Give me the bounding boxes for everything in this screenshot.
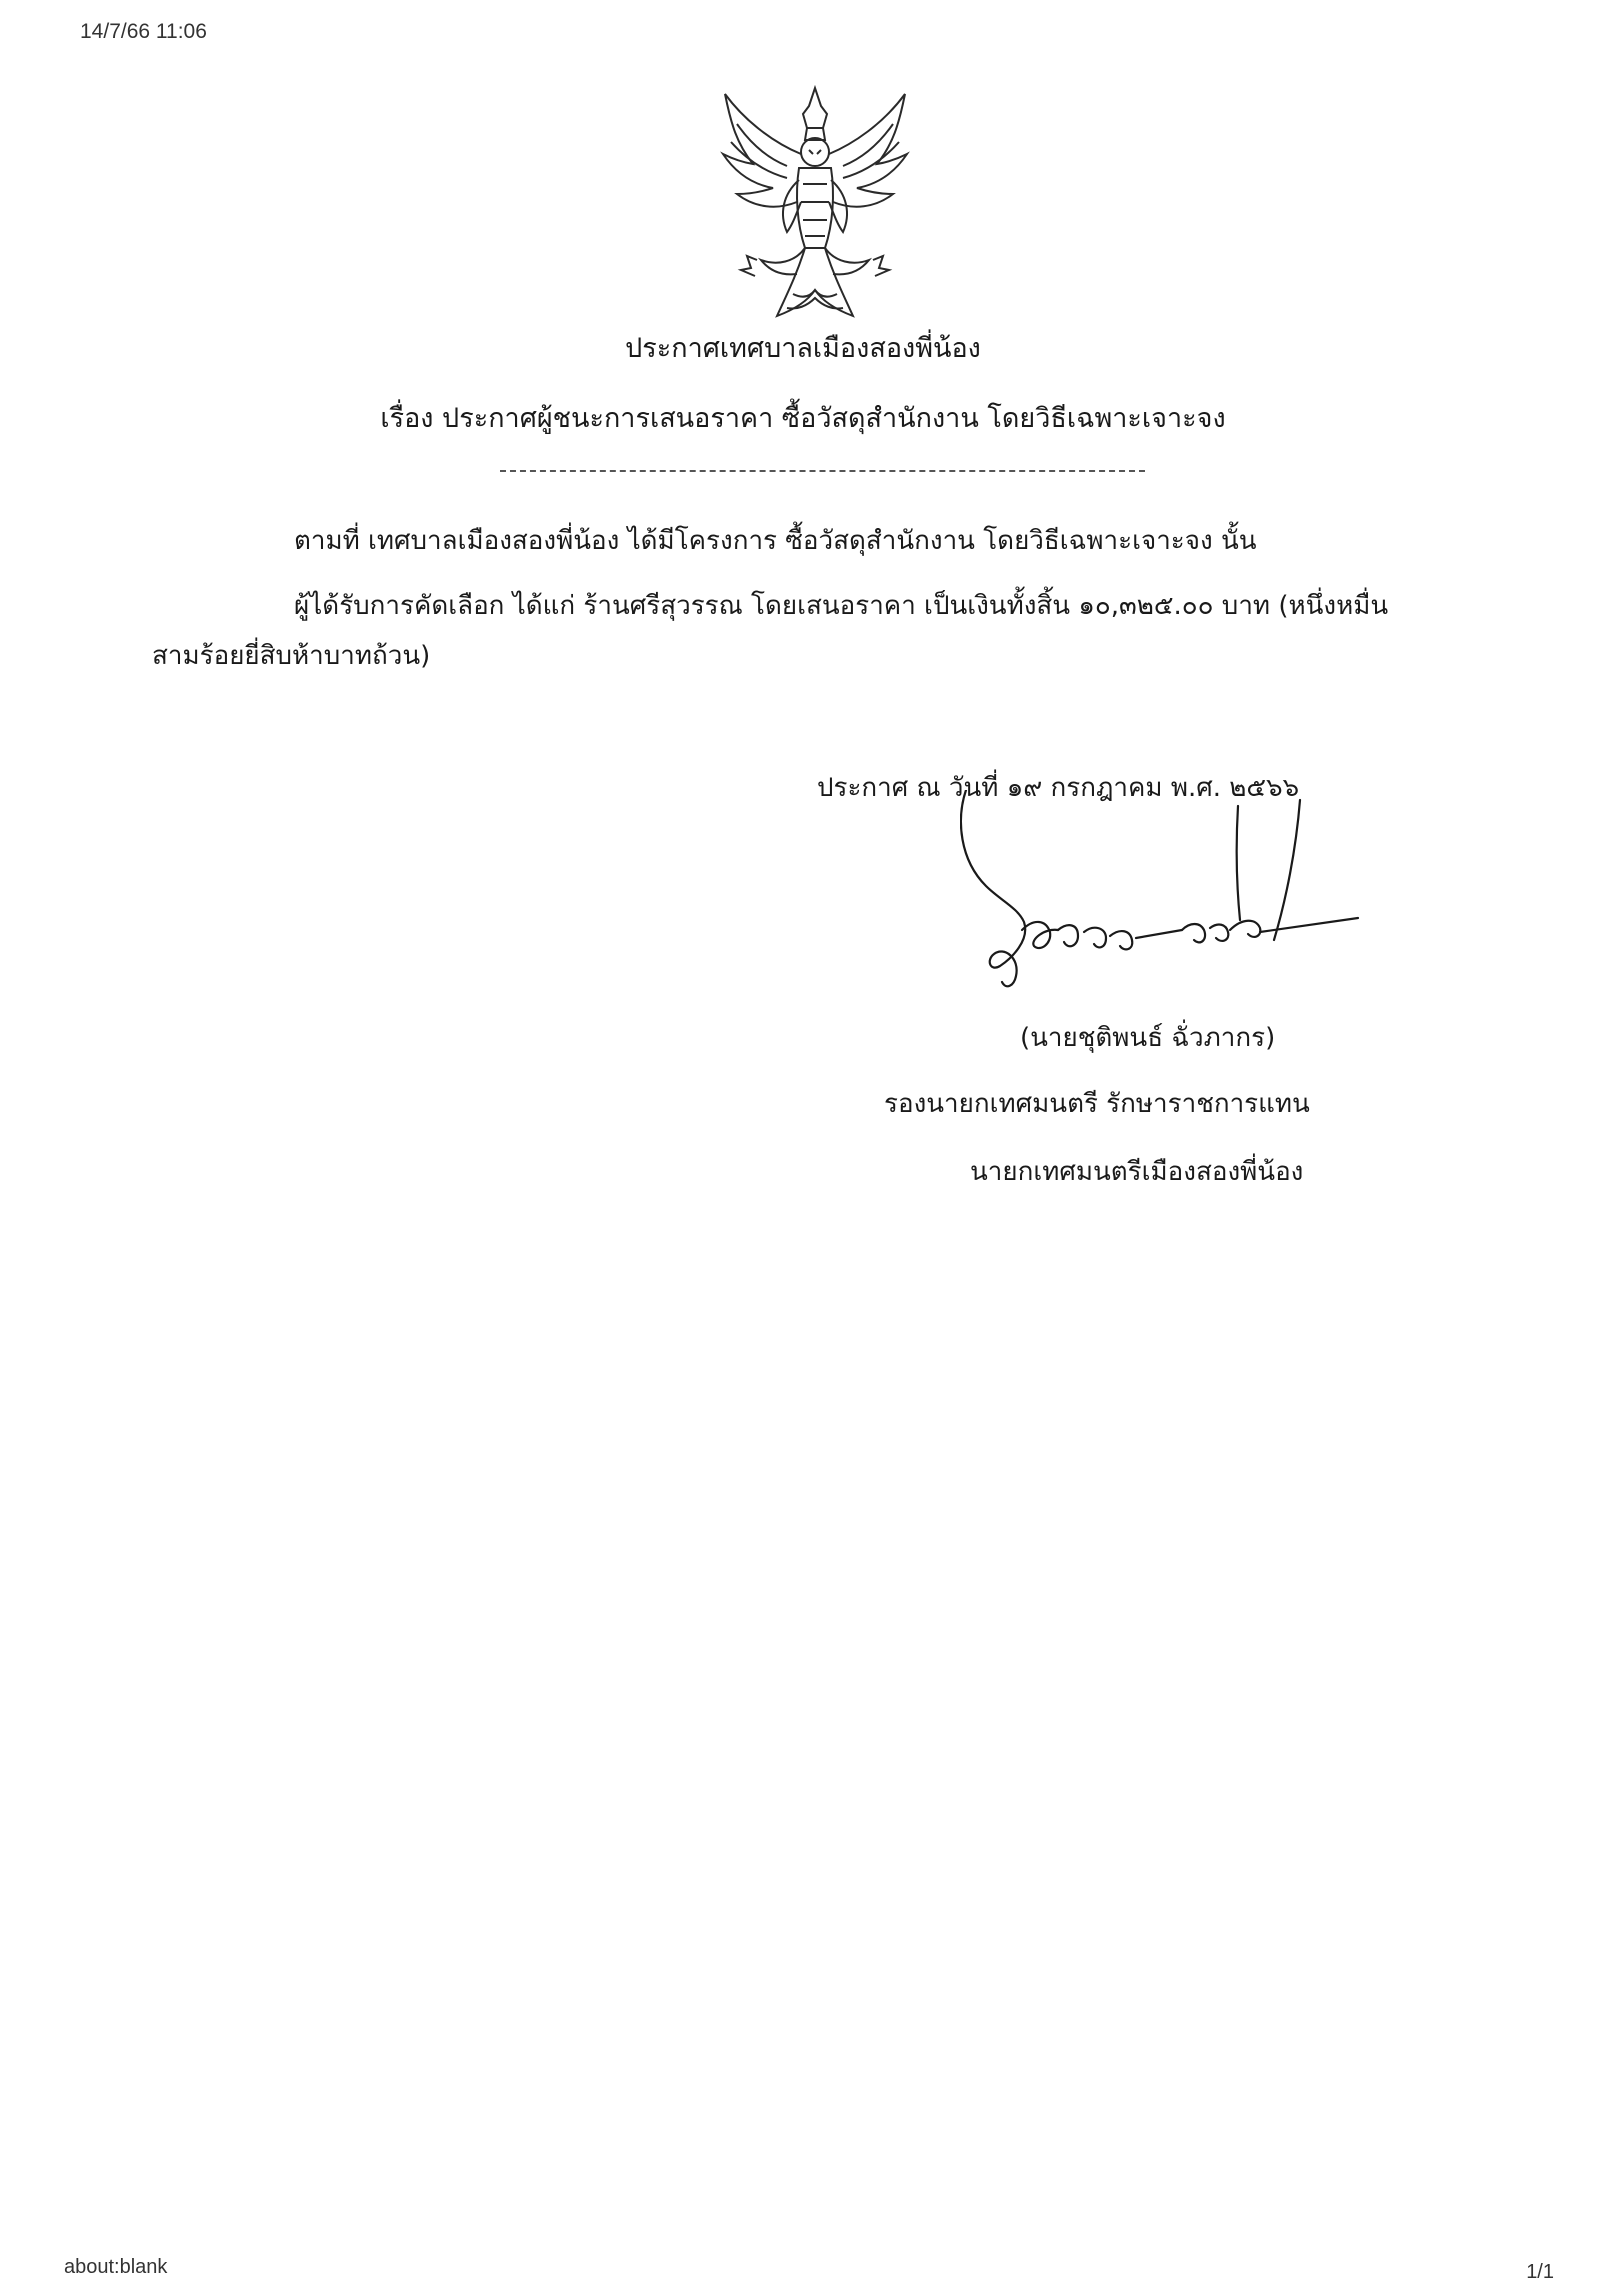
handwritten-signature (960, 790, 1380, 1000)
signatory-position-acting: รองนายกเทศมนตรี รักษาราชการแทน (884, 1089, 1310, 1119)
announcement-date: ประกาศ ณ วันที่ ๑๙ กรกฎาคม พ.ศ. ๒๕๖๖ (817, 773, 1300, 803)
body-paragraph-1: ตามที่ เทศบาลเมืองสองพี่น้อง ได้มีโครงการ ซื้อวัสดุสำนักงาน โดยวิธีเฉพาะเจาะจง นั้น (294, 526, 1257, 556)
print-footer-url: about:blank (64, 2256, 168, 2278)
divider-line (500, 470, 1145, 472)
signatory-name: (นายชุติพนธ์ ฉั่วภากร) (1020, 1023, 1276, 1053)
garuda-emblem-icon (717, 84, 913, 322)
announcement-subject: เรื่อง ประกาศผู้ชนะการเสนอราคา ซื้อวัสดุสำนักงาน โดยวิธีเฉพาะเจาะจง (380, 403, 1226, 434)
body-paragraph-2-line-1: ผู้ได้รับการคัดเลือก ได้แก่ ร้านศรีสุวรรณ โดยเสนอราคา เป็นเงินทั้งสิ้น ๑๐,๓๒๕.๐๐ บาท (หนึ่งหมื่น (294, 591, 1389, 621)
print-timestamp: 14/7/66 11:06 (80, 20, 207, 43)
announcement-title: ประกาศเทศบาลเมืองสองพี่น้อง (625, 333, 981, 364)
signatory-position-mayor: นายกเทศมนตรีเมืองสองพี่น้อง (970, 1157, 1304, 1187)
body-paragraph-2-line-2: สามร้อยยี่สิบห้าบาทถ้วน) (152, 641, 431, 671)
print-footer-page-number: 1/1 (1526, 2261, 1554, 2283)
